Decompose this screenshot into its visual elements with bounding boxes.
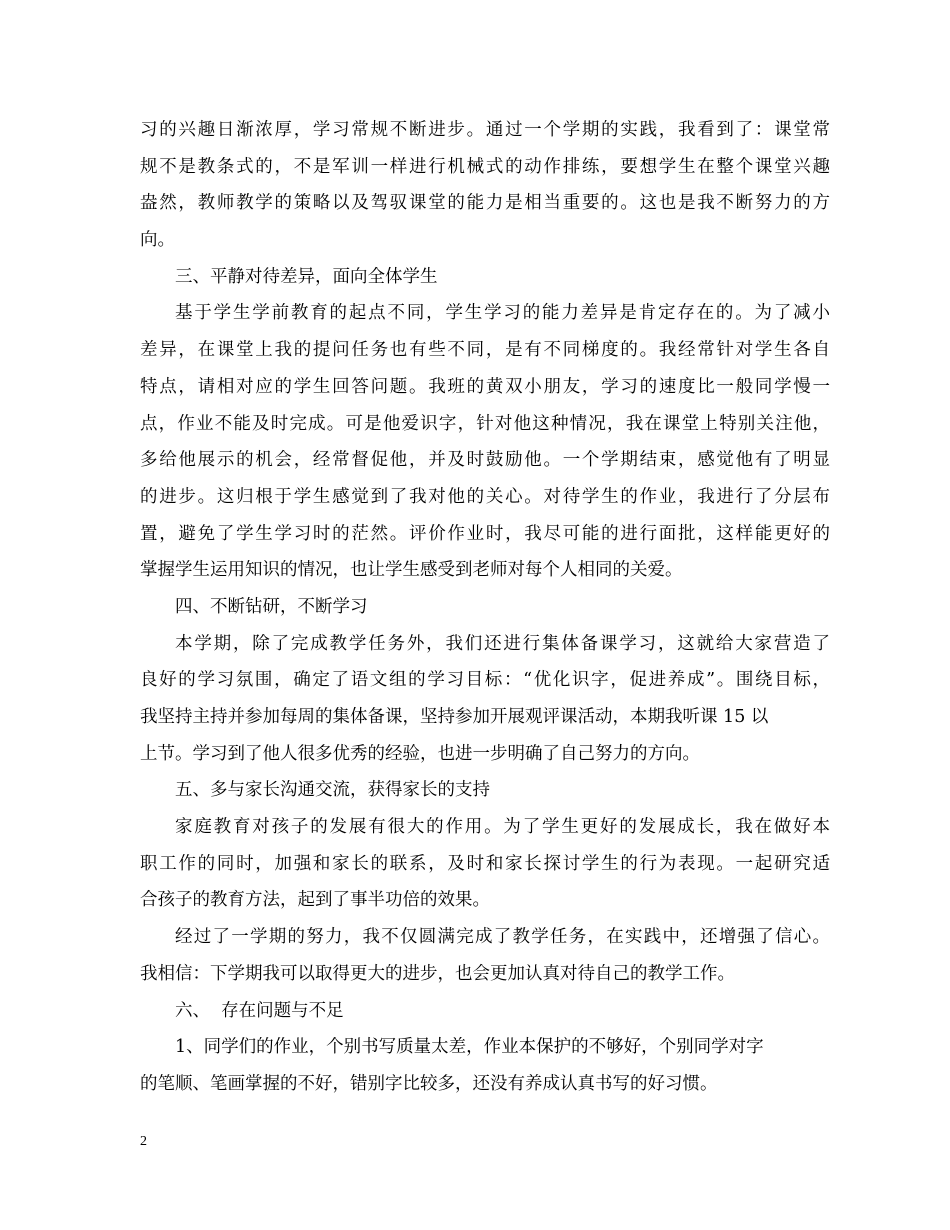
text-line: 点，作业不能及时完成。可是他爱识字，针对他这种情况，我在课堂上特别关注他， [140,413,830,434]
section-heading: 三、平静对待差异，面向全体学生 [175,266,438,287]
text-line: 掌握学生运用知识的情况，也让学生感受到老师对每个人相同的关爱。 [140,560,683,581]
text-line: 合孩子的教育方法，起到了事半功倍的效果。 [140,890,490,911]
text-line: 习的兴趣日渐浓厚，学习常规不断进步。通过一个学期的实践，我看到了：课堂常 [140,120,830,140]
text-line: 我坚持主持并参加每周的集体备课，坚持参加开展观评课活动，本期我听课 15 以 [140,707,769,727]
text-line: 的进步。这归根于学生感觉到了我对他的关心。对待学生的作业，我进行了分层布 [140,486,830,507]
text-line: 置，避免了学生学习时的茫然。评价作业时，我尽可能的进行面批，这样能更好的 [140,523,830,544]
text-line: 向。 [140,230,175,251]
text-line: 规不是教条式的，不是军训一样进行机械式的动作排练，要想学生在整个课堂兴趣 [140,156,830,177]
text-line: 本学期，除了完成教学任务外，我们还进行集体备课学习，这就给大家营造了 [175,633,830,654]
text-line: 家庭教育对孩子的发展有很大的作用。为了学生更好的发展成长，我在做好本 [175,817,830,838]
text-line: 经过了一学期的努力，我不仅圆满完成了教学任务，在实践中，还增强了信心。 [175,927,830,948]
text-line: 多给他展示的机会，经常督促他，并及时鼓励他。一个学期结束，感觉他有了明显 [140,450,830,471]
text-line: 基于学生学前教育的起点不同，学生学习的能力差异是肯定存在的。为了减小 [175,303,830,324]
text-line: 良好的学习氛围，确定了语文组的学习目标：“优化识字，促进养成”。围绕目标， [140,670,830,691]
text-line: 差异，在课堂上我的提问任务也有些不同，是有不同梯度的。我经常针对学生各自 [140,340,830,361]
text-line: 1、同学们的作业，个别书写质量太差，作业本保护的不够好，个别同学对字 [175,1037,764,1058]
page-number: 2 [140,1134,147,1149]
text-line: 的笔顺、笔画掌握的不好，错别字比较多，还没有养成认真书写的好习惯。 [140,1073,718,1094]
text-line: 特点，请相对应的学生回答问题。我班的黄双小朋友，学习的速度比一般同学慢一 [140,376,830,397]
text-line: 职工作的同时，加强和家长的联系，及时和家长探讨学生的行为表现。一起研究适 [140,853,830,874]
section-heading: 五、多与家长沟通交流，获得家长的支持 [175,780,490,801]
text-line: 上节。学习到了他人很多优秀的经验，也进一步明确了自己努力的方向。 [140,743,700,764]
document-body [140,116,830,1107]
text-line: 我相信：下学期我可以取得更大的进步，也会更加认真对待自己的教学工作。 [140,963,735,984]
text-line: 盎然，教师教学的策略以及驾驭课堂的能力是相当重要的。这也是我不断努力的方 [140,193,830,214]
section-heading: 四、不断钻研，不断学习 [175,596,368,617]
section-heading: 六、 存在问题与不足 [175,1000,344,1021]
